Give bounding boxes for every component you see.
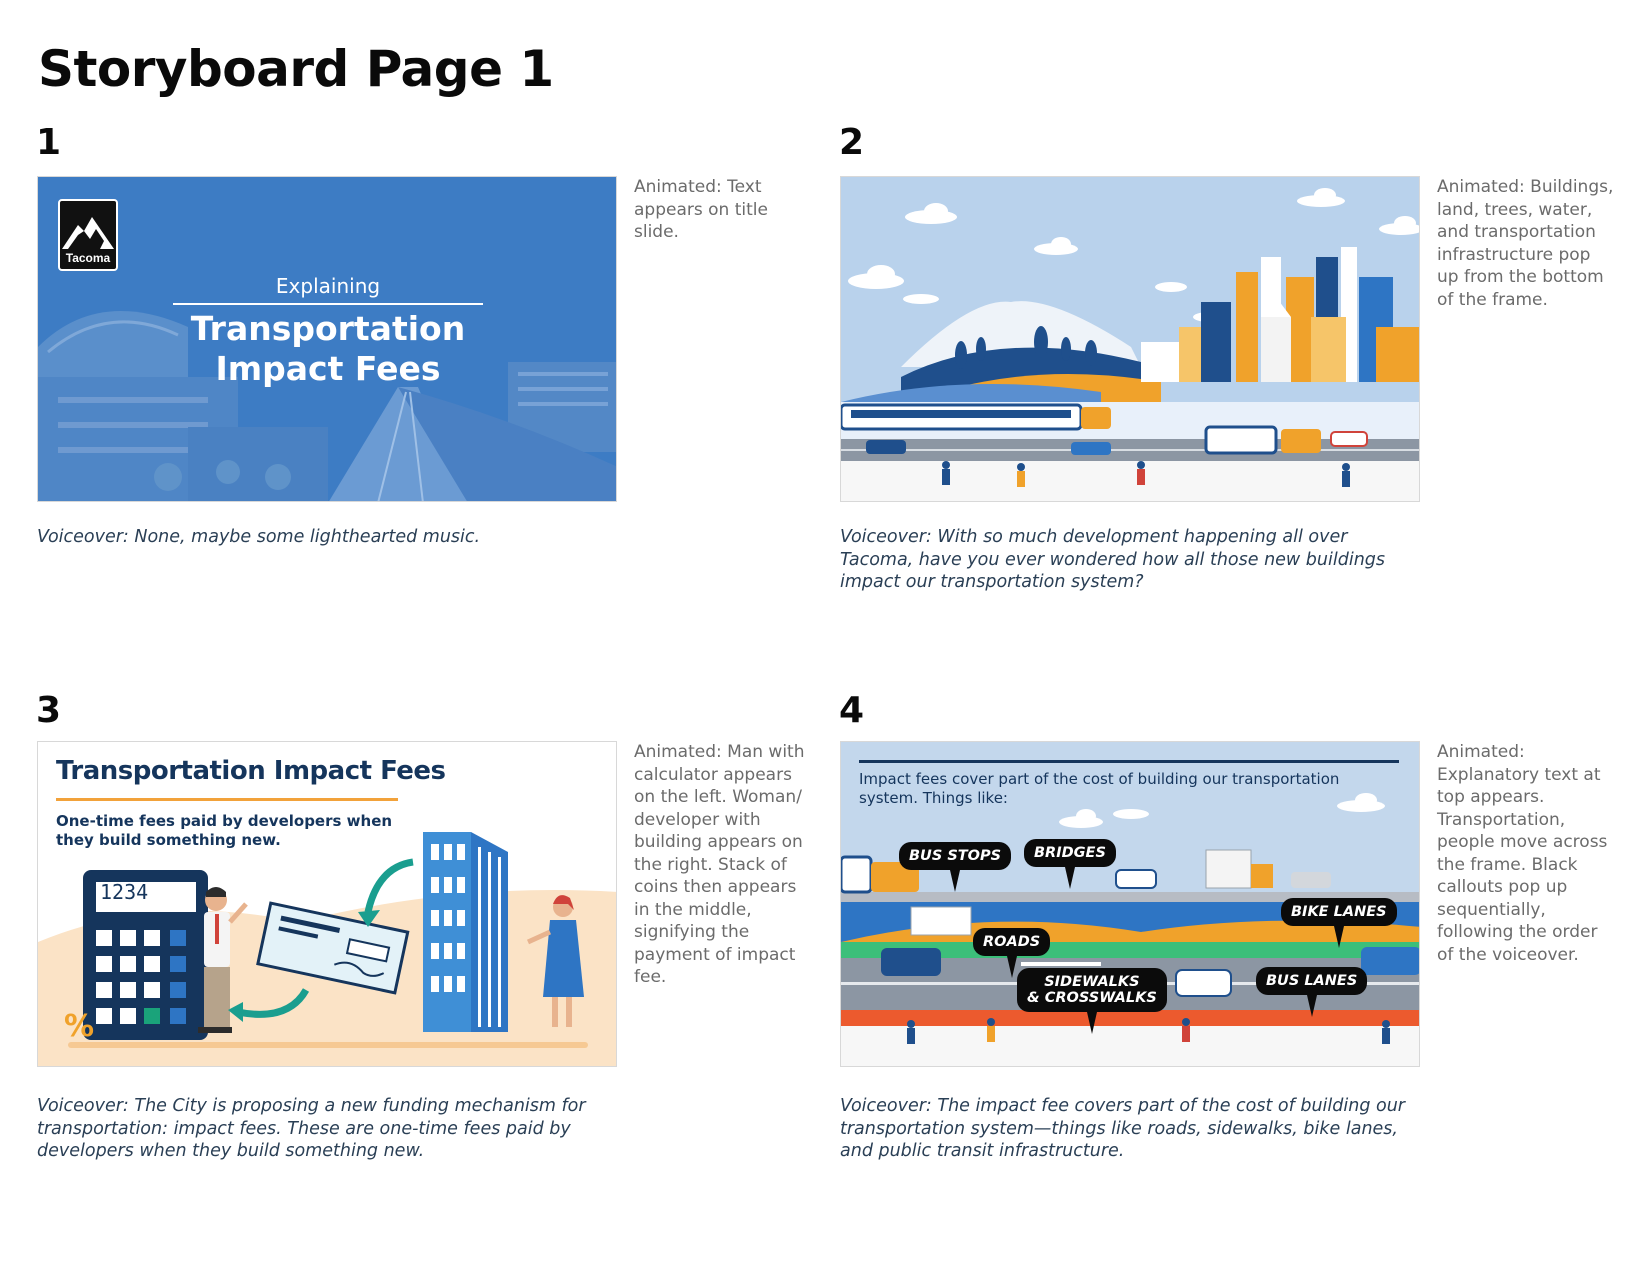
panel-1-frame <box>37 176 617 502</box>
callout-bus-lanes: BUS LANES <box>1256 967 1367 995</box>
logo-wordmark: Tacoma <box>65 251 111 265</box>
title-slide-heading-line-1: Transportation <box>190 309 466 348</box>
bus-icon <box>1206 427 1321 453</box>
frame-4-top-rule <box>859 760 1399 763</box>
panel-4-animation-note: Animated: Explanatory text at top appears. Transportation, people move across the frame. Black callouts pop up sequentially, following the order of the voiceover. <box>1437 742 1608 965</box>
train-icon <box>841 405 1111 429</box>
panel-2-animation-note: Animated: Buildings, land, trees, water, and transportation infrastructure pop up from the bottom of the frame. <box>1437 177 1614 310</box>
callout-sidewalks-line-1: SIDEWALKS <box>1044 974 1140 990</box>
frame-3-title-underline <box>56 798 398 801</box>
panel-3-number: 3 <box>36 690 62 731</box>
frame-3-subtitle: One-time fees paid by developers when they build something new. <box>56 812 393 849</box>
callout-bike-lanes: BIKE LANES <box>1281 898 1397 926</box>
callout-roads: ROADS <box>973 928 1050 956</box>
panel-1-number: 1 <box>36 122 62 163</box>
callout-bridges: BRIDGES <box>1024 839 1116 867</box>
callout-sidewalks-crosswalks <box>1017 968 1167 1012</box>
callout-sidewalks-line-2: & CROSSWALKS <box>1027 990 1157 1006</box>
impact-fee-illustration <box>38 742 617 1067</box>
panel-4-frame <box>840 741 1420 1067</box>
panel-4-voiceover: Voiceover: The impact fee covers part of the cost of building our transportation system—things like roads, sidewalks, bike lanes, and public transit infrastructure. <box>840 1096 1405 1161</box>
panel-3-voiceover: Voiceover: The City is proposing a new funding mechanism for transportation: impact fees. These are one-time fees paid by developers when they build something new. <box>37 1096 586 1161</box>
city-of-tacoma-logo <box>58 199 118 271</box>
frame-4-intro: Impact fees cover part of the cost of building our transportation system. Things like: <box>859 770 1340 807</box>
calculator-display: 1234 <box>100 880 149 904</box>
callout-bus-stops: BUS STOPS <box>899 842 1011 870</box>
frame-3-title: Transportation Impact Fees <box>56 756 446 786</box>
mountain-icon <box>60 205 116 255</box>
panel-1-animation-note: Animated: Text appears on title slide. <box>634 177 768 242</box>
title-slide-divider <box>173 303 483 305</box>
panel-2-frame <box>840 176 1420 502</box>
percent-icon: % <box>64 1009 95 1044</box>
panel-3-animation-note: Animated: Man with calculator appears on the left. Woman/ developer with building appears on the right. Stack of coins then appears in the middle, signifying the payment of impact fee. <box>634 742 805 987</box>
page-title: Storyboard Page 1 <box>38 40 554 98</box>
title-slide-heading-line-2: Impact Fees <box>215 349 441 388</box>
building-icon <box>423 832 508 1032</box>
title-slide-heading <box>38 309 617 389</box>
panel-2-voiceover: Voiceover: With so much development happening all over Tacoma, have you ever wondered how all those new buildings impact our transportation system? <box>840 527 1386 592</box>
panel-2-number: 2 <box>839 122 865 163</box>
title-slide-kicker: Explaining <box>275 274 381 298</box>
city-illustration <box>841 177 1420 502</box>
panel-4-number: 4 <box>839 690 865 731</box>
panel-1-voiceover: Voiceover: None, maybe some lighthearted music. <box>37 527 481 547</box>
panel-3-frame <box>37 741 617 1067</box>
